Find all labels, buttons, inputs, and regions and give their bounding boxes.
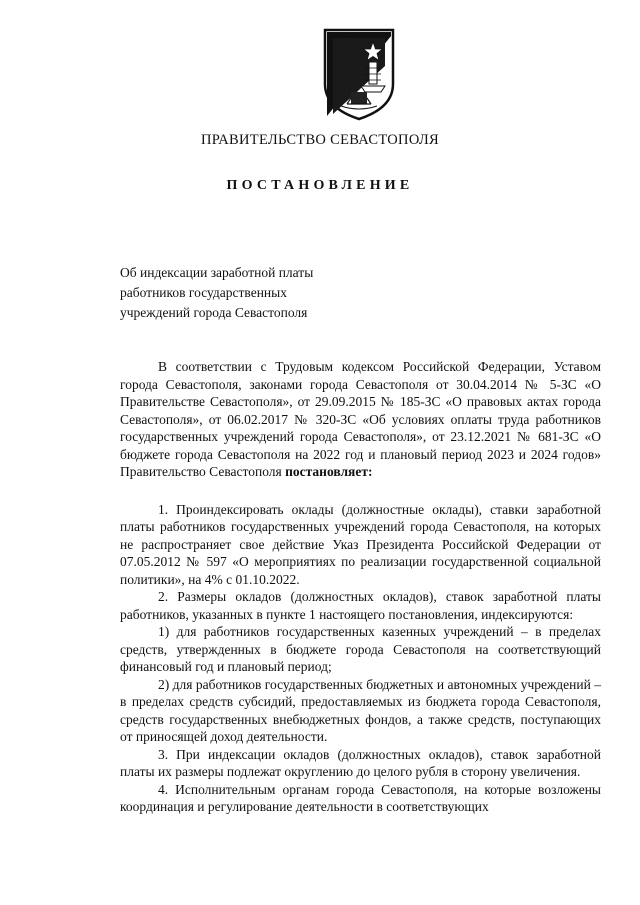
subject-line: Об индексации заработной платы (120, 265, 314, 280)
subject-line: учреждений города Севастополя (120, 305, 308, 320)
clause-4: 4. Исполнительным органам города Севастополя, на которые возложены координация и регулирование деятельности в соответствующих (120, 781, 601, 814)
clause-2-subitem-2: 2) для работников государственных бюджетных и автономных учреждений – в пределах средств субсидий, предоставляемых из бюджета города Севастополя, средств государственных внебюджетных фондов, а также средств, поступающих от приносящей доход деятельности. (120, 676, 601, 744)
government-title: ПРАВИТЕЛЬСТВО СЕВАСТОПОЛЯ (201, 132, 439, 148)
document-type-heading: ПОСТАНОВЛЕНИЕ (226, 178, 414, 193)
preamble-decree-word: постановляет: (285, 464, 373, 479)
clause-2-subitem-1: 1) для работников государственных казенных учреждений – в пределах средств, утвержденных в бюджете города Севастополя на соответствующий финансовый год и плановый период; (120, 624, 601, 674)
subject-line: работников государственных (120, 285, 287, 300)
preamble-text: В соответствии с Трудовым кодексом Российской Федерации, Уставом города Севастополя, законами города Севастополя от 30.04.2014 № 5-ЗС «О Правительстве Севастополя», от 29.09.2015 № 185-ЗС «О правовых актах города Севастополя», от 06.02.2017 № 320-ЗС «Об условиях оплаты труда работников государственных учреждений города Севастополя», от 23.12.2021 № 681-ЗС «О бюджете города Севастополя на 2022 год и плановый период 2023 и 2024 годов» Правительство Севастополя (120, 359, 601, 479)
sevastopol-coat-of-arms-icon (321, 26, 397, 122)
clause-3: 3. При индексации окладов (должностных окладов), ставок заработной платы их размеры подлежат округлению до целого рубля в сторону увеличения. (120, 746, 601, 779)
clause-1: 1. Проиндексировать оклады (должностные оклады), ставки заработной платы работников государственных учреждений города Севастополя, на которых не распространяет свое действие Указ Президента Российской Федерации от 07.05.2012 № 597 «О мероприятиях по реализации государственной социальной политики», на 4% с 01.10.2022. (120, 501, 601, 587)
document-body (120, 358, 601, 816)
clause-2: 2. Размеры окладов (должностных окладов), ставок заработной платы работников, указанных в пункте 1 настоящего постановления, индексируются: (120, 589, 601, 622)
document-subject (120, 263, 380, 323)
preamble-paragraph (120, 358, 601, 481)
